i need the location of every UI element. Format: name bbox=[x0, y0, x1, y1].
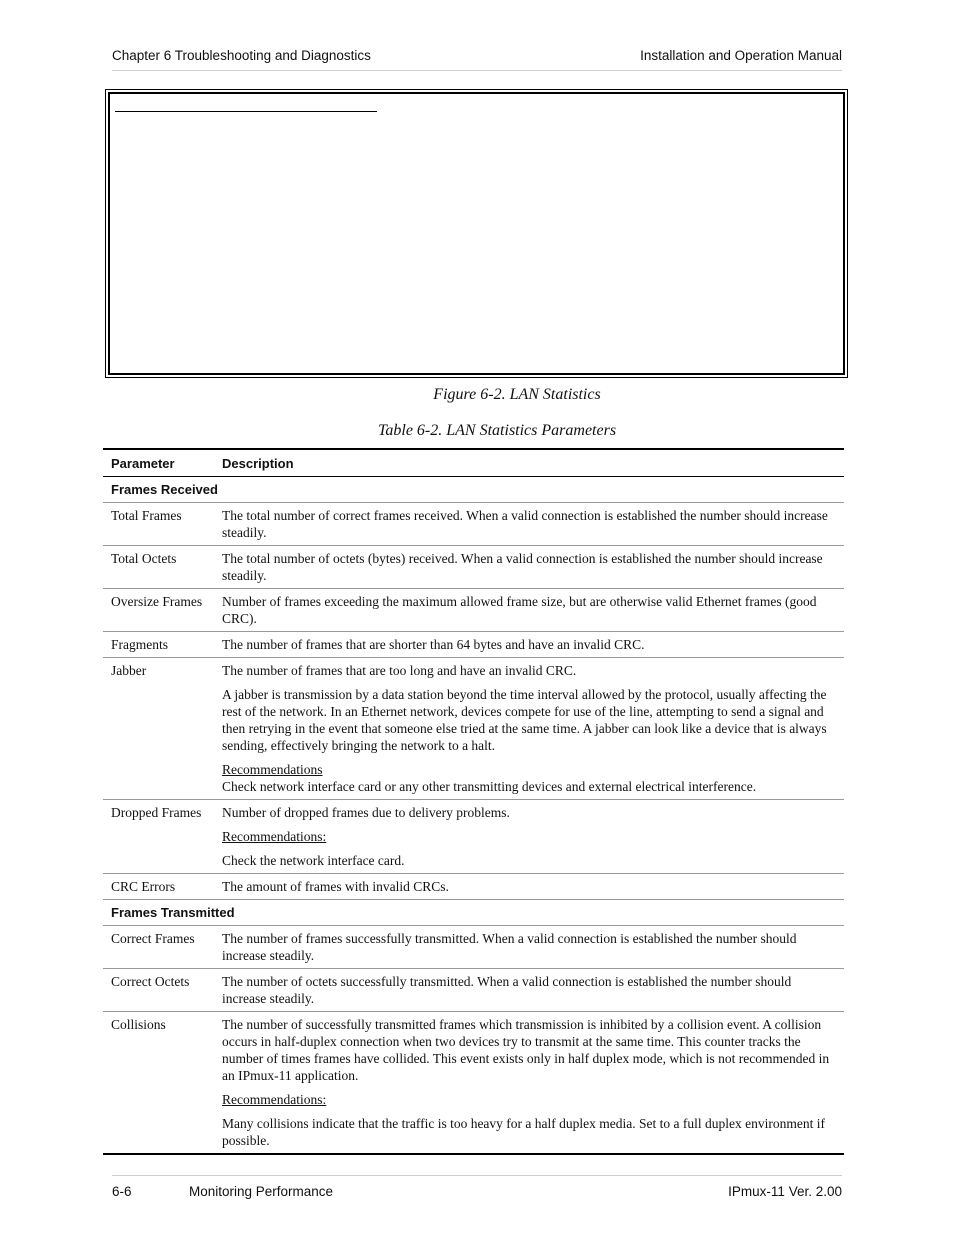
section-row bbox=[103, 477, 844, 503]
recommendations-label: Recommendations: bbox=[222, 829, 327, 844]
screen-inner-frame bbox=[108, 92, 845, 375]
param-cell: Collisions bbox=[103, 1012, 214, 1155]
header-manual-title: Installation and Operation Manual bbox=[640, 48, 842, 63]
param-cell: Jabber bbox=[103, 658, 214, 800]
desc-cell: Number of frames exceeding the maximum allowed frame size, but are otherwise valid Ethernet frames (good CRC). bbox=[214, 589, 844, 632]
table-row bbox=[103, 503, 844, 546]
recommendations-text: Check network interface card or any other transmitting devices and external electrical interference. bbox=[222, 779, 757, 794]
recommendations-block bbox=[222, 828, 836, 845]
footer-page-number: 6-6 bbox=[112, 1184, 132, 1199]
param-cell: Dropped Frames bbox=[103, 800, 214, 874]
desc-cell: The amount of frames with invalid CRCs. bbox=[214, 874, 844, 900]
desc-cell bbox=[214, 1012, 844, 1155]
column-header-parameter: Parameter bbox=[103, 449, 214, 477]
table-row bbox=[103, 632, 844, 658]
desc-cell bbox=[214, 800, 844, 874]
table-row bbox=[103, 1012, 844, 1155]
recommendations-block bbox=[222, 1091, 836, 1108]
desc-cell bbox=[214, 658, 844, 800]
table-row bbox=[103, 800, 844, 874]
recommendations-block bbox=[222, 761, 836, 795]
section-row bbox=[103, 900, 844, 926]
lan-statistics-parameters-table bbox=[103, 448, 844, 1155]
desc-cell: The total number of correct frames received. When a valid connection is established the number should increase steadily. bbox=[214, 503, 844, 546]
desc-cell: The number of frames that are shorter than 64 bytes and have an invalid CRC. bbox=[214, 632, 844, 658]
desc-paragraph: A jabber is transmission by a data station beyond the time interval allowed by the protocol, usually affecting the rest of the network. In an Ethernet network, devices compete for use of the line, attempting to send a signal and then retrying in the event that someone else tried at the same time. A jabber can look like a device that is always sending, effectively bringing the network to a halt. bbox=[222, 687, 827, 753]
table-row bbox=[103, 969, 844, 1012]
desc-paragraph: The number of successfully transmitted frames which transmission is inhibited by a collision event. A collision occurs in half-duplex connection when two devices try to transmit at the same time. This counter tracks the number of times frames have collided. This event exists only in half duplex mode, which is not recommended in an IPmux-11 application. bbox=[222, 1017, 830, 1083]
table-header-row bbox=[103, 449, 844, 477]
desc-cell: The number of frames successfully transmitted. When a valid connection is established the number should increase steadily. bbox=[214, 926, 844, 969]
param-cell: Correct Octets bbox=[103, 969, 214, 1012]
param-cell: Fragments bbox=[103, 632, 214, 658]
table-row bbox=[103, 546, 844, 589]
footer-product-version: IPmux-11 Ver. 2.00 bbox=[728, 1184, 842, 1199]
header-chapter: Chapter 6 Troubleshooting and Diagnostics bbox=[112, 48, 371, 63]
page-footer bbox=[112, 1175, 842, 1199]
table-row bbox=[103, 589, 844, 632]
footer-section: Monitoring Performance bbox=[189, 1184, 334, 1199]
page-header bbox=[112, 48, 842, 71]
table-caption: Table 6-2. LAN Statistics Parameters bbox=[377, 422, 617, 439]
table-row bbox=[103, 658, 844, 800]
table-row bbox=[103, 874, 844, 900]
desc-paragraph: Number of dropped frames due to delivery problems. bbox=[222, 805, 510, 820]
screen-title-rule bbox=[115, 111, 377, 112]
desc-paragraph: The number of frames that are too long and have an invalid CRC. bbox=[222, 663, 577, 678]
section-frames-received: Frames Received bbox=[103, 477, 844, 503]
desc-cell: The number of octets successfully transmitted. When a valid connection is established the number should increase steadily. bbox=[214, 969, 844, 1012]
recommendations-label: Recommendations bbox=[222, 762, 323, 777]
param-cell: CRC Errors bbox=[103, 874, 214, 900]
param-cell: Total Octets bbox=[103, 546, 214, 589]
param-cell: Oversize Frames bbox=[103, 589, 214, 632]
figure-caption: Figure 6-2. LAN Statistics bbox=[433, 386, 601, 403]
param-cell: Total Frames bbox=[103, 503, 214, 546]
recommendations-text: Many collisions indicate that the traffic is too heavy for a half duplex media. Set to a full duplex environment if possible. bbox=[222, 1116, 825, 1148]
table-row bbox=[103, 926, 844, 969]
desc-cell: The total number of octets (bytes) received. When a valid connection is established the number should increase steadily. bbox=[214, 546, 844, 589]
column-header-description: Description bbox=[214, 449, 844, 477]
param-cell: Correct Frames bbox=[103, 926, 214, 969]
lan-statistics-screen-figure bbox=[105, 89, 848, 378]
recommendations-label: Recommendations: bbox=[222, 1092, 327, 1107]
recommendations-text: Check the network interface card. bbox=[222, 853, 405, 868]
section-frames-transmitted: Frames Transmitted bbox=[103, 900, 844, 926]
